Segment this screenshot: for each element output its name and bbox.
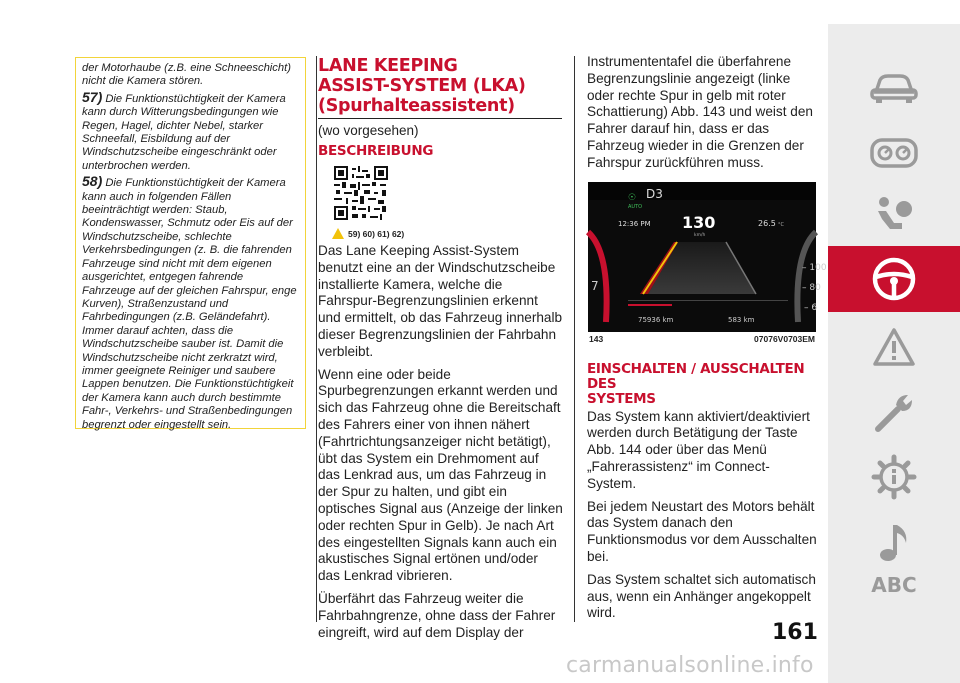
- warning-intro: der Motorhaube (z.B. eine Schneeschicht) nicht die Kamera stören.: [82, 62, 291, 88]
- sidebar-item-instruments[interactable]: [828, 120, 960, 186]
- section-title-line1: LANE KEEPING: [318, 56, 458, 76]
- sidebar-item-maintenance[interactable]: [828, 380, 960, 446]
- figure-143: [588, 182, 827, 332]
- temperature: 26.5: [758, 218, 776, 228]
- section-title-line2: ASSIST-SYSTEM (LKA): [318, 76, 526, 96]
- fuel-bar: [628, 304, 672, 306]
- column-divider: [574, 56, 575, 622]
- warning-item: [82, 88, 299, 173]
- paragraph: Das Lane Keeping Assist-System benutzt eine an der Windschutzscheibe installierte Kamera, welche die Fahrspur-Begrenzungslinien erkennt und ermittelt, ob das Fahrzeug innerhalb dieser Begrenzungslinien der Fahrbahn verbleibt.: [318, 243, 563, 359]
- warning-number: 58): [82, 173, 103, 190]
- temperature-unit: °C: [778, 221, 784, 228]
- range: 583 km: [728, 315, 755, 324]
- paragraph: Das System schaltet sich automatisch aus, wenn ein Anhänger angekoppelt wird.: [587, 571, 816, 621]
- section-subtitle: (wo vorgesehen): [318, 123, 419, 138]
- sidebar-item-driving[interactable]: [828, 246, 960, 312]
- section-title-line3: (Spurhalteassistent): [318, 96, 515, 116]
- qr-code[interactable]: [334, 166, 388, 220]
- sidebar-item-warnings[interactable]: [828, 314, 960, 380]
- warning-triangle-icon: [872, 327, 916, 367]
- speed: 130: [682, 212, 716, 232]
- paragraph: Bei jedem Neustart des Motors behält das System danach den Funktionsmodus vor dem Ausschalten bei.: [587, 498, 817, 564]
- odometer: 75936 km: [638, 315, 674, 324]
- paragraph: Das System kann aktiviert/deaktiviert werden durch Betätigung der Taste Abb. 144 oder über das Menü „Fahrerassistenz“ im Connect-System.: [587, 408, 810, 491]
- airbag-person-icon: [872, 193, 916, 237]
- title-rule: [318, 118, 562, 119]
- watermark: carmanualsonline.info: [566, 653, 814, 678]
- clock: 12:36 PM: [618, 219, 651, 228]
- rpm-tick-7: 7: [591, 278, 599, 293]
- paragraph: Wenn eine oder beide Spurbegrenzungen erkannt werden und sich das Fahrzeug ohne die Bereitschaft des Fahrers einer von ihnen nähert (Fahrtrichtungsanzeiger nicht betätigt), übt das System ein Drehmoment auf das Lenkrad aus, um das Fahrzeug in der Spur zu halten, und gibt ein optisches Signal aus (Anzeige der linken oder rechten Spur in Gelb). Je nach Art des eingestellten Signals kann auch ein akustisches Signal ertönen und/oder das Lenkrad vibrieren.: [318, 366, 563, 584]
- right-column: [587, 54, 827, 628]
- figure-caption: [589, 334, 815, 344]
- heading-description: BESCHREIBUNG: [318, 143, 434, 159]
- speed-unit: km/h: [694, 232, 706, 238]
- paragraph-continued: Instrumententafel die überfahrene Begrenzungslinie angezeigt (linke oder rechte Spur in gelb mit roter Schattierung) Abb. 143 und weist den Fahrer darauf hin, dass er das Fahrzeug wieder in die Grenzen der Fahrspur zurückführen muss.: [587, 54, 813, 170]
- gear-info-icon: [871, 454, 917, 500]
- page-number: 161: [772, 620, 818, 645]
- sidebar-item-technical[interactable]: [828, 444, 960, 510]
- warning-box: [75, 57, 306, 429]
- steering-wheel-icon: [870, 255, 918, 303]
- figure-code: 07076V0703EM: [754, 333, 815, 344]
- lka-icon: ☉: [628, 192, 637, 203]
- speed-tick: – 100: [802, 262, 827, 273]
- sidebar-item-safety[interactable]: [828, 182, 960, 248]
- column-divider: [316, 56, 317, 622]
- auto-label: AUTO: [628, 203, 643, 210]
- chapter-sidebar: [828, 24, 960, 683]
- gauges-icon: [870, 138, 918, 168]
- sidebar-item-index[interactable]: [828, 552, 960, 618]
- warning-references[interactable]: 59) 60) 61) 62): [348, 228, 405, 239]
- paragraph: Überfährt das Fahrzeug weiter die Fahrbahngrenze, ohne dass der Fahrer eingreift, wird auf dem Display der: [318, 590, 556, 640]
- reference-row: [332, 228, 563, 239]
- warning-text: Die Funktionstüchtigkeit der Kamera kann durch Witterungsbedingungen wie Regen, Hagel, dichter Nebel, starker Schneefall, Eisbildung auf der Windschutzscheibe eingeschränkt oder unterbrochen werden.: [82, 92, 286, 172]
- sidebar-item-car[interactable]: [828, 54, 960, 120]
- speed-tick: – 6: [804, 302, 818, 313]
- warning-text: Die Funktionstüchtigkeit der Kamera kann auch in folgenden Fällen beeinträchtigt werden: Staub, Kondenswasser, Schmutz oder Eis auf der Windschutzscheibe, schlechte Verkehrsbedingungen (z. B. die fahrenden Fahrzeuge sind nicht mit dem eigenen ausgerichtet, entgegen fahrende Fahrzeuge auf der gleichen Fahrspur, enge Kurven), Straßenzustand und Fahrbedingungen (z.B. Geländefahrt). Immer darauf achten, dass die Windschutzscheibe sauber ist. Damit die Windschutzscheibe nicht zerkratzt wird, immer geeignete Reiniger und saubere Lappen benutzen. Die Funktionstüchtigkeit der Kamera kann auch durch bestimmte Fahr-, Verkehrs- und Straßenbedingungen begrenzt oder eingestellt sein.: [82, 177, 297, 431]
- wrench-icon: [872, 391, 916, 435]
- car-icon: [870, 70, 918, 104]
- gear-display: D3: [646, 186, 663, 201]
- warning-item: [82, 175, 299, 432]
- main-column: [318, 56, 563, 647]
- heading-on-off-line1: EINSCHALTEN / AUSSCHALTEN DES: [587, 360, 805, 392]
- speed-tick: – 80: [802, 282, 821, 293]
- warning-number: 57): [82, 88, 103, 105]
- heading-on-off-line2: SYSTEMS: [587, 390, 656, 407]
- figure-number: 143: [589, 333, 604, 344]
- abc-index-label: ABC: [871, 573, 917, 597]
- warning-triangle-icon: [332, 228, 344, 239]
